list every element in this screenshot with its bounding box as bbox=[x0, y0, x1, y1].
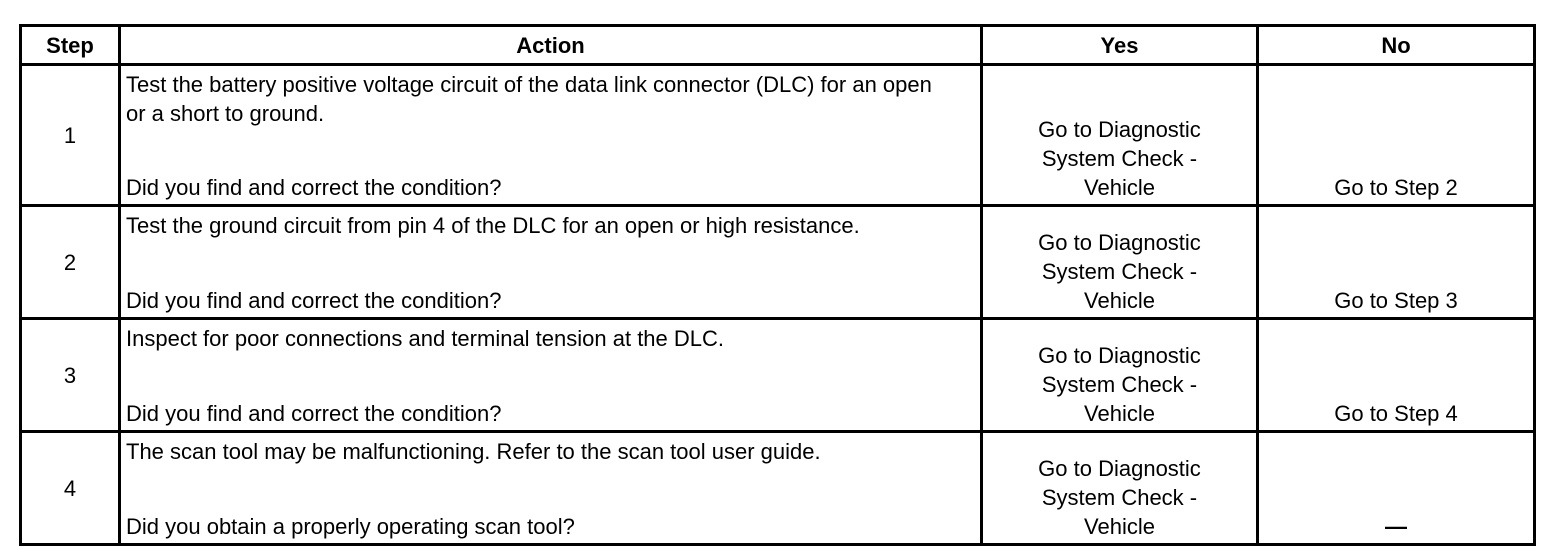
table-row bbox=[21, 65, 1535, 206]
no-result bbox=[1258, 432, 1535, 545]
header-step: Step bbox=[21, 26, 120, 65]
diagnostic-table bbox=[19, 24, 1536, 546]
yes-result-text: Go to Diagnostic System Check - Vehicle bbox=[1038, 117, 1201, 200]
step-number: 1 bbox=[21, 65, 120, 206]
yes-result bbox=[982, 432, 1258, 545]
action-cell bbox=[120, 319, 982, 432]
yes-result-text: Go to Diagnostic System Check - Vehicle bbox=[1038, 343, 1201, 426]
action-cell bbox=[120, 65, 982, 206]
action-text: Test the ground circuit from pin 4 of the DLC for an open or high resistance. bbox=[126, 213, 860, 238]
action-cell bbox=[120, 432, 982, 545]
action-question: Did you find and correct the condition? bbox=[126, 175, 502, 200]
action-text: Test the battery positive voltage circuit of the data link connector (DLC) for an open or a short to ground. bbox=[126, 72, 932, 126]
step-number: 3 bbox=[21, 319, 120, 432]
action-text: Inspect for poor connections and terminal tension at the DLC. bbox=[126, 326, 725, 351]
action-question: Did you find and correct the condition? bbox=[126, 288, 502, 313]
step-number: 4 bbox=[21, 432, 120, 545]
header-yes: Yes bbox=[982, 26, 1258, 65]
yes-result-text: Go to Diagnostic System Check - Vehicle bbox=[1038, 456, 1201, 539]
no-result: Go to Step 3 bbox=[1258, 206, 1535, 319]
header-no: No bbox=[1258, 26, 1535, 65]
action-text: The scan tool may be malfunctioning. Refer to the scan tool user guide. bbox=[126, 439, 821, 464]
no-result: Go to Step 4 bbox=[1258, 319, 1535, 432]
yes-result-text: Go to Diagnostic System Check - Vehicle bbox=[1038, 230, 1201, 313]
header-row bbox=[21, 26, 1535, 65]
yes-result bbox=[982, 319, 1258, 432]
yes-result bbox=[982, 65, 1258, 206]
table-row bbox=[21, 432, 1535, 545]
table-row bbox=[21, 206, 1535, 319]
action-cell bbox=[120, 206, 982, 319]
table-row bbox=[21, 319, 1535, 432]
step-number: 2 bbox=[21, 206, 120, 319]
no-result: Go to Step 2 bbox=[1258, 65, 1535, 206]
action-question: Did you obtain a properly operating scan tool? bbox=[126, 514, 575, 539]
action-question: Did you find and correct the condition? bbox=[126, 401, 502, 426]
no-result-dash: — bbox=[1385, 514, 1407, 539]
yes-result bbox=[982, 206, 1258, 319]
header-action: Action bbox=[120, 26, 982, 65]
